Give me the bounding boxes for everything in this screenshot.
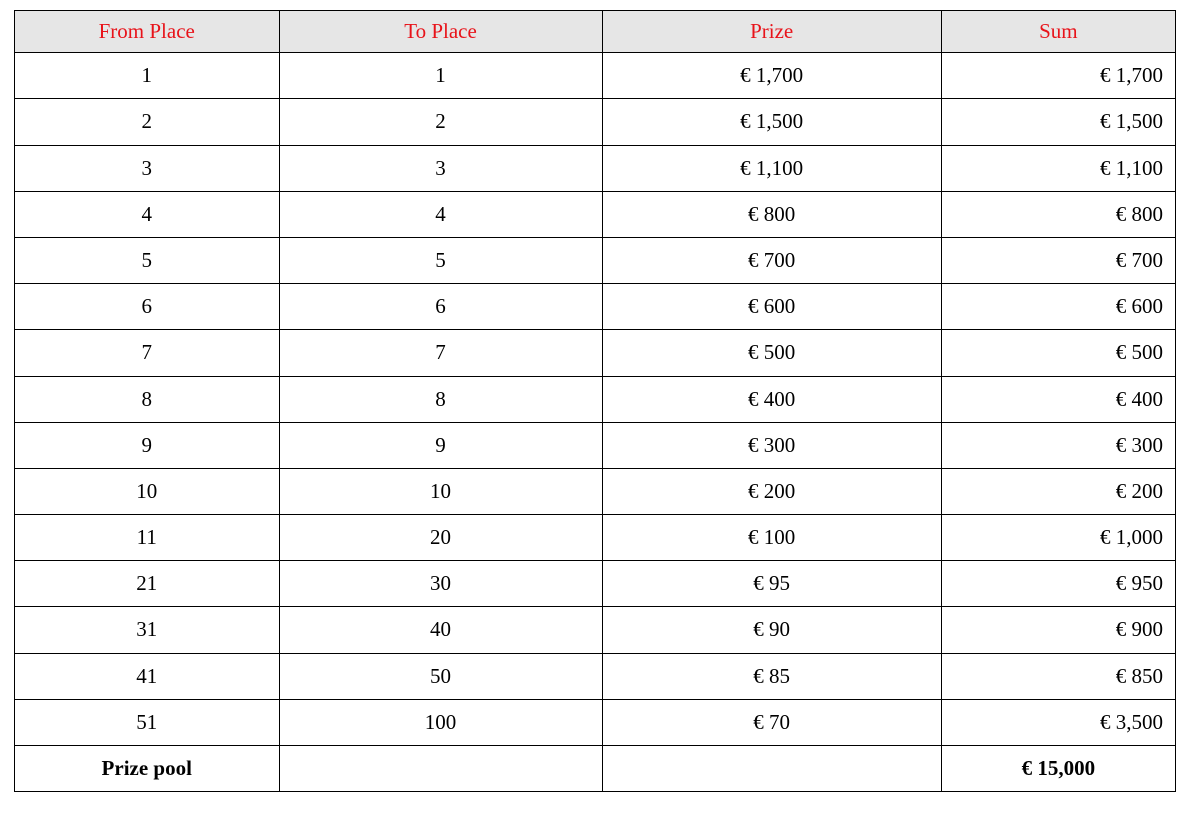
cell-prize: € 100 xyxy=(602,515,941,561)
table-row xyxy=(15,607,1176,653)
table-row xyxy=(15,699,1176,745)
cell-from-place: 21 xyxy=(15,561,280,607)
cell-to-place: 9 xyxy=(279,422,602,468)
cell-to-place: 20 xyxy=(279,515,602,561)
cell-to-place: 6 xyxy=(279,284,602,330)
table-header xyxy=(15,11,1176,53)
cell-sum: € 1,000 xyxy=(941,515,1175,561)
cell-from-place: 10 xyxy=(15,468,280,514)
cell-to-place: 4 xyxy=(279,191,602,237)
cell-prize: € 1,700 xyxy=(602,53,941,99)
cell-sum: € 400 xyxy=(941,376,1175,422)
cell-sum: € 1,100 xyxy=(941,145,1175,191)
cell-prize: € 70 xyxy=(602,699,941,745)
table-row xyxy=(15,515,1176,561)
cell-prize: € 1,100 xyxy=(602,145,941,191)
cell-prize-pool-to xyxy=(279,746,602,792)
cell-sum: € 500 xyxy=(941,330,1175,376)
cell-sum: € 200 xyxy=(941,468,1175,514)
cell-to-place: 8 xyxy=(279,376,602,422)
cell-prize: € 700 xyxy=(602,237,941,283)
cell-prize: € 95 xyxy=(602,561,941,607)
cell-prize: € 800 xyxy=(602,191,941,237)
column-header-from-place: From Place xyxy=(15,11,280,53)
cell-to-place: 5 xyxy=(279,237,602,283)
cell-prize: € 85 xyxy=(602,653,941,699)
cell-prize-pool-label: Prize pool xyxy=(15,746,280,792)
cell-to-place: 40 xyxy=(279,607,602,653)
cell-to-place: 30 xyxy=(279,561,602,607)
cell-from-place: 2 xyxy=(15,99,280,145)
table-row xyxy=(15,53,1176,99)
column-header-sum: Sum xyxy=(941,11,1175,53)
table-row xyxy=(15,376,1176,422)
cell-prize-pool-sum: € 15,000 xyxy=(941,746,1175,792)
cell-from-place: 7 xyxy=(15,330,280,376)
cell-to-place: 10 xyxy=(279,468,602,514)
cell-to-place: 50 xyxy=(279,653,602,699)
table-header-row xyxy=(15,11,1176,53)
cell-prize: € 500 xyxy=(602,330,941,376)
cell-from-place: 31 xyxy=(15,607,280,653)
cell-sum: € 950 xyxy=(941,561,1175,607)
cell-from-place: 8 xyxy=(15,376,280,422)
table-row xyxy=(15,145,1176,191)
cell-prize: € 90 xyxy=(602,607,941,653)
column-header-prize: Prize xyxy=(602,11,941,53)
table-total-row xyxy=(15,746,1176,792)
cell-from-place: 1 xyxy=(15,53,280,99)
table-row xyxy=(15,191,1176,237)
cell-to-place: 2 xyxy=(279,99,602,145)
table-row xyxy=(15,468,1176,514)
cell-prize-pool-prize xyxy=(602,746,941,792)
cell-prize: € 300 xyxy=(602,422,941,468)
cell-prize: € 1,500 xyxy=(602,99,941,145)
table-body xyxy=(15,53,1176,792)
cell-from-place: 11 xyxy=(15,515,280,561)
table-row xyxy=(15,99,1176,145)
cell-sum: € 1,700 xyxy=(941,53,1175,99)
cell-sum: € 700 xyxy=(941,237,1175,283)
cell-sum: € 3,500 xyxy=(941,699,1175,745)
cell-prize: € 400 xyxy=(602,376,941,422)
cell-to-place: 100 xyxy=(279,699,602,745)
cell-sum: € 900 xyxy=(941,607,1175,653)
cell-from-place: 3 xyxy=(15,145,280,191)
cell-sum: € 600 xyxy=(941,284,1175,330)
cell-sum: € 800 xyxy=(941,191,1175,237)
cell-sum: € 850 xyxy=(941,653,1175,699)
cell-sum: € 300 xyxy=(941,422,1175,468)
cell-prize: € 600 xyxy=(602,284,941,330)
cell-prize: € 200 xyxy=(602,468,941,514)
cell-from-place: 41 xyxy=(15,653,280,699)
prize-distribution-table xyxy=(14,10,1176,792)
cell-to-place: 1 xyxy=(279,53,602,99)
cell-from-place: 9 xyxy=(15,422,280,468)
cell-to-place: 7 xyxy=(279,330,602,376)
table-row xyxy=(15,330,1176,376)
cell-sum: € 1,500 xyxy=(941,99,1175,145)
cell-to-place: 3 xyxy=(279,145,602,191)
cell-from-place: 5 xyxy=(15,237,280,283)
column-header-to-place: To Place xyxy=(279,11,602,53)
cell-from-place: 51 xyxy=(15,699,280,745)
cell-from-place: 6 xyxy=(15,284,280,330)
table-row xyxy=(15,422,1176,468)
table-row xyxy=(15,237,1176,283)
table-row xyxy=(15,653,1176,699)
cell-from-place: 4 xyxy=(15,191,280,237)
table-row xyxy=(15,561,1176,607)
table-row xyxy=(15,284,1176,330)
